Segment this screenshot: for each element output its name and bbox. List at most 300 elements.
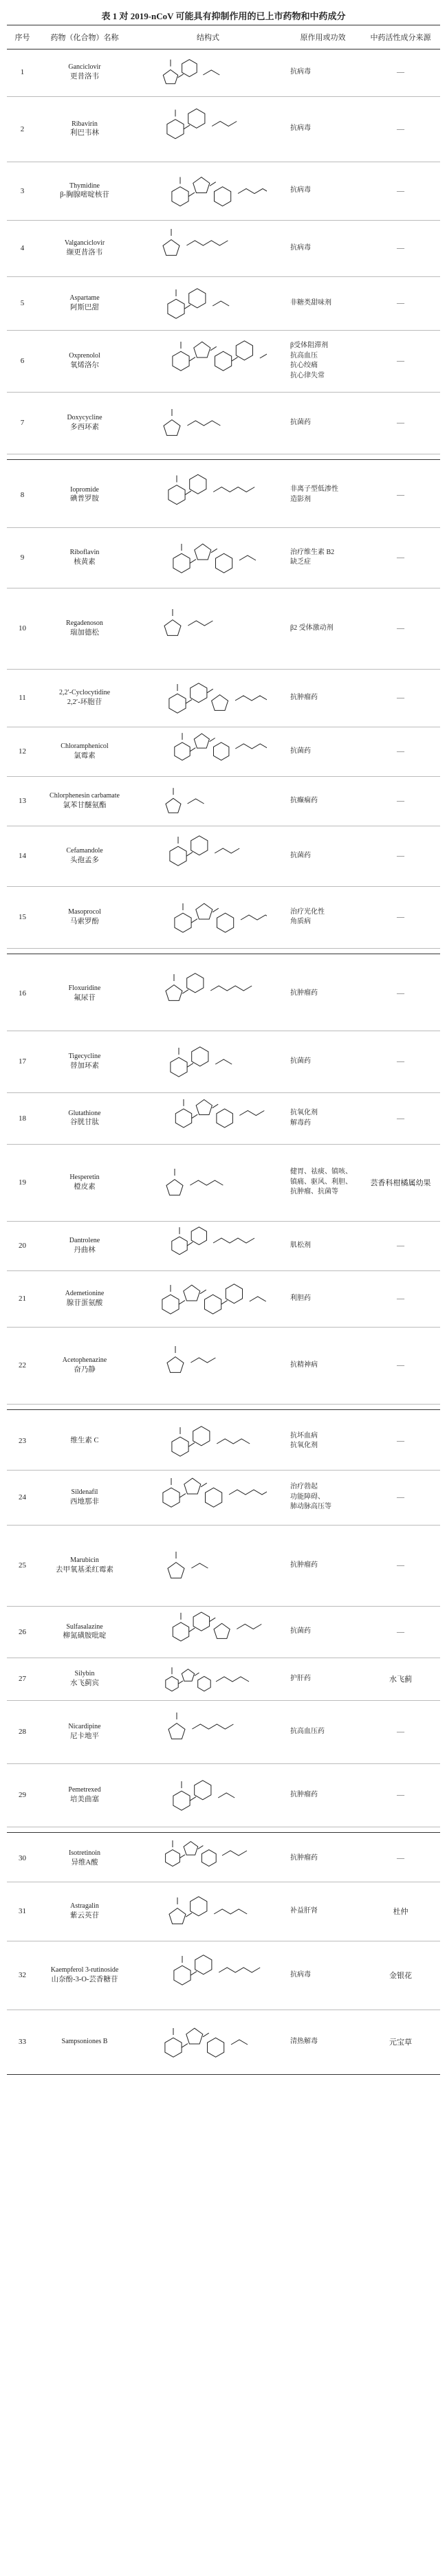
structure-cell [131, 220, 285, 276]
row-number: 20 [19, 1242, 26, 1250]
drug-name-cn: 去甲氧基柔红霉素 [56, 1565, 113, 1574]
table-row [7, 162, 440, 221]
table-header [7, 25, 440, 49]
drug-name-cn: 氧烯洛尔 [70, 361, 99, 369]
original-effect [290, 1525, 356, 1606]
drug-name-cn: 氯苯甘醚氨酯 [63, 801, 107, 809]
row-number: 19 [19, 1178, 26, 1187]
original-effect [290, 1327, 356, 1404]
structure-bonds [168, 1713, 233, 1739]
drug-name [40, 392, 129, 454]
original-effect [290, 96, 356, 162]
structure-diagram [150, 335, 267, 387]
drug-name [40, 886, 129, 948]
row-number: 31 [19, 1907, 26, 1915]
structure-cell [131, 2010, 285, 2074]
table-row [7, 727, 440, 777]
structure-bonds [166, 973, 252, 1001]
drug-name [40, 462, 129, 527]
table-row [7, 1412, 440, 1471]
original-effect [290, 276, 356, 330]
drug-name-en: Marubicin [70, 1556, 99, 1565]
tcm-source: — [397, 797, 404, 805]
row-number: 30 [19, 1854, 26, 1862]
structure-cell [131, 1763, 285, 1827]
structure-diagram [150, 891, 267, 943]
original-effect [290, 776, 356, 826]
effect-line: 抗高血压 [290, 351, 318, 360]
drug-name-en: 2,2′-Cyclocytidine [58, 689, 111, 697]
structure-diagram [150, 1768, 267, 1822]
structure-bonds [164, 609, 212, 635]
effect-line: 抗心律失常 [290, 371, 325, 379]
tcm-source: — [397, 419, 404, 427]
effect-line: 镇痛、驱风、利胆、 [290, 1178, 352, 1186]
drug-name-cn: 替加环素 [70, 1061, 99, 1070]
drug-name-en: Masoprocol [68, 908, 101, 916]
effect-line: 造影剂 [290, 495, 311, 503]
table-row [7, 527, 440, 588]
effect-line: β2 受体激动剂 [290, 624, 334, 632]
structure-diagram [150, 961, 267, 1026]
structure-diagram [150, 101, 267, 157]
structure-diagram [150, 1475, 267, 1520]
drug-name [40, 1658, 129, 1700]
header-effect: 原作用或功效 [300, 34, 346, 42]
drug-name-cn: 利巴韦林 [70, 129, 99, 137]
drug-name [40, 1327, 129, 1404]
row-number: 28 [19, 1728, 26, 1736]
structure-cell [131, 1031, 285, 1092]
original-effect [290, 1835, 356, 1882]
effect-line: 抗肿瘤、抗菌等 [290, 1188, 338, 1196]
effect-line: 抗肿瘤药 [290, 989, 318, 997]
drug-name [40, 1031, 129, 1092]
drug-name-en: Aspartame [69, 294, 100, 302]
drug-name-cn: 水飞蓟宾 [70, 1679, 99, 1687]
drug-name [40, 1941, 129, 2010]
drug-name [40, 956, 129, 1031]
structure-diagram [150, 674, 267, 722]
tcm-source: — [397, 299, 404, 307]
row-number: 25 [19, 1561, 26, 1570]
drug-name-cn: 尼卡地平 [70, 1732, 99, 1740]
tcm-source: — [397, 913, 404, 921]
drug-name-en: Regadenoson [66, 619, 103, 628]
structure-bonds [173, 544, 255, 573]
original-effect [290, 886, 356, 948]
drug-name-en: Sampsoniones B [61, 2038, 108, 2046]
structure-bonds [175, 1099, 264, 1127]
table-row [7, 1941, 440, 2010]
tcm-source: 元宝草 [389, 2038, 412, 2047]
effect-line: 抗菌药 [290, 1627, 311, 1636]
table-row [7, 276, 440, 331]
structure-cell [131, 392, 285, 454]
tcm-source: — [397, 68, 404, 76]
original-effect [290, 1763, 356, 1827]
table-row [7, 1327, 440, 1405]
original-effect [290, 48, 356, 96]
drug-name-cn: 核黄素 [74, 558, 96, 566]
table-row [7, 330, 440, 393]
effect-line: 抗精神病 [290, 1361, 318, 1369]
drug-name-en: Kaempferol 3-rutinoside [50, 1966, 119, 1974]
drug-name-cn: 奋乃静 [74, 1365, 96, 1374]
effect-line: 抗肿瘤药 [290, 1790, 318, 1798]
original-effect [290, 527, 356, 588]
original-effect [290, 1470, 356, 1525]
drug-name [40, 2010, 129, 2074]
header-structure: 结构式 [197, 34, 219, 42]
original-effect [290, 1941, 356, 2010]
header-no: 序号 [14, 34, 30, 42]
drug-name-en: Ribavirin [72, 120, 98, 128]
drug-name [40, 727, 129, 776]
effect-line: 抗肿瘤药 [290, 1853, 318, 1862]
structure-bonds [164, 409, 220, 435]
drug-name-cn: 谷胱甘肽 [70, 1119, 99, 1127]
drug-name-en: Tigecycline [68, 1053, 101, 1061]
drug-name [40, 1882, 129, 1941]
row-number: 11 [19, 694, 26, 702]
structure-cell [131, 1700, 285, 1763]
header-name: 药物（化合物）名称 [50, 34, 119, 42]
structure-cell [131, 776, 285, 826]
structure-bonds [174, 903, 266, 932]
drug-name-en: Hesperetin [69, 1174, 100, 1182]
table-row [7, 1700, 440, 1764]
structure-cell [131, 1270, 285, 1327]
structure-bonds [173, 1781, 234, 1810]
structure-bonds [166, 788, 204, 813]
drug-name-cn: 更昔洛韦 [70, 72, 99, 80]
tcm-source: — [397, 989, 404, 998]
structure-bonds [168, 474, 254, 504]
drug-name [40, 826, 129, 886]
structure-cell [131, 886, 285, 948]
structure-cell [131, 462, 285, 527]
table-row [7, 1270, 440, 1328]
original-effect [290, 1658, 356, 1700]
drug-name-en: Ganciclovir [68, 63, 101, 71]
structure-bonds [162, 1284, 265, 1314]
structure-bonds [173, 1955, 259, 1985]
tcm-source: — [397, 1242, 404, 1250]
table-row [7, 1221, 440, 1271]
drug-name-cn: 氯霉素 [74, 751, 96, 760]
table-row [7, 826, 440, 887]
effect-line: 治疗光化性 [290, 907, 325, 916]
row-number: 16 [19, 989, 26, 998]
structure-diagram [150, 1417, 267, 1465]
row-number: 10 [19, 624, 26, 632]
table-title: 表 1 对 2019-nCoV 可能具有抑制作用的已上市药物和中药成分 [101, 11, 346, 21]
table-row [7, 48, 440, 97]
effect-line: 护肝药 [290, 1674, 311, 1682]
drug-name [40, 669, 129, 727]
drug-name-cn: 阿斯巴甜 [70, 303, 99, 311]
drug-name-en: Ademetionine [65, 1290, 105, 1298]
structure-cell [131, 330, 285, 392]
structure-cell [131, 1882, 285, 1941]
tcm-source: — [397, 124, 404, 133]
structure-bonds [163, 229, 228, 255]
drug-name-en: Isotretinoin [68, 1849, 101, 1858]
drug-name-en: Oxprenolol [69, 352, 100, 360]
drug-name-cn: 山奈酚-3-O-芸香糖苷 [51, 1975, 118, 1983]
original-effect [290, 462, 356, 527]
tcm-source: — [397, 1728, 404, 1736]
row-number: 24 [19, 1493, 26, 1501]
drug-name [40, 1700, 129, 1763]
drug-name [40, 776, 129, 826]
drug-name-en: Iopromide [70, 485, 99, 494]
drug-name-cn: 异维A酸 [71, 1858, 98, 1867]
structure-cell [131, 1606, 285, 1658]
effect-line: 抗坏血病 [290, 1431, 318, 1440]
structure-diagram [150, 1705, 267, 1759]
drug-name-en: Glutathione [68, 1109, 101, 1117]
drug-name-en: Cefamandole [66, 847, 103, 855]
structure-cell [131, 1941, 285, 2010]
drug-name [40, 1221, 129, 1270]
structure-cell [131, 1092, 285, 1144]
drug-name [40, 527, 129, 588]
original-effect [290, 1092, 356, 1144]
structure-diagram [150, 1946, 267, 2005]
drug-name-en: Sulfasalazine [66, 1622, 103, 1631]
effect-line: 缺乏症 [290, 558, 311, 566]
row-number: 5 [20, 299, 25, 307]
structure-cell [131, 276, 285, 330]
table-row [7, 1525, 440, 1607]
structure-diagram [150, 166, 267, 215]
structure-diagram [150, 1886, 267, 1936]
drug-name-cn: 橙皮素 [74, 1182, 96, 1191]
drug-name-cn: 多西环素 [70, 423, 99, 431]
row-number: 7 [20, 419, 25, 427]
tcm-source: 芸香科柑橘属幼果 [370, 1179, 431, 1187]
effect-line: 抗病毒 [290, 243, 311, 252]
tcm-source: 金银花 [389, 1972, 412, 1980]
original-effect [290, 1882, 356, 1941]
row-number: 13 [19, 797, 26, 805]
drug-name-cn: 丹曲林 [74, 1246, 96, 1254]
tcm-source: — [397, 1437, 404, 1445]
table-row [7, 96, 440, 162]
drug-name-cn: 西地那非 [70, 1497, 99, 1506]
drug-name-cn: 瑞加德松 [70, 628, 99, 637]
row-number: 33 [19, 2038, 26, 2046]
structure-bonds [168, 1552, 208, 1578]
structure-cell [131, 1221, 285, 1270]
original-effect [290, 330, 356, 392]
effect-line: 抗肿瘤药 [290, 1561, 318, 1569]
drug-name [40, 1606, 129, 1658]
original-effect [290, 727, 356, 776]
tcm-source: — [397, 1361, 404, 1369]
effect-line: 抗心绞痛 [290, 362, 318, 369]
effect-line: 抗病毒 [290, 124, 311, 133]
original-effect [290, 956, 356, 1031]
tcm-source: — [397, 490, 404, 499]
tcm-source: — [397, 244, 404, 252]
section-separator [7, 1832, 440, 1833]
row-number: 17 [19, 1057, 26, 1066]
table-row [7, 1092, 440, 1145]
structure-bonds [167, 289, 228, 318]
structure-cell [131, 527, 285, 588]
table-row [7, 392, 440, 454]
drug-name-cn: 2,2′-环胞苷 [67, 698, 102, 706]
drug-name [40, 1412, 129, 1470]
effect-line: 非离子型低渗性 [290, 485, 338, 493]
original-effect [290, 1700, 356, 1763]
drug-name [40, 1092, 129, 1144]
structure-cell [131, 727, 285, 776]
effect-line: 抗菌药 [290, 747, 311, 755]
tcm-source: — [397, 624, 404, 632]
effect-line: 治疗勃起 [290, 1483, 318, 1491]
drug-name [40, 96, 129, 162]
structure-diagram [150, 1332, 267, 1399]
structure-cell [131, 1412, 285, 1470]
effect-line: 肺动脉高压等 [290, 1503, 331, 1511]
drug-name-cn: 腺苷蛋氨酸 [66, 1299, 103, 1307]
drug-name-en: Dantrolene [69, 1237, 100, 1245]
table-row [7, 956, 440, 1031]
structure-diagram [150, 1611, 267, 1653]
drug-name [40, 1144, 129, 1221]
table-row [7, 2010, 440, 2075]
structure-diagram [150, 1840, 267, 1877]
table-row [7, 1763, 440, 1827]
effect-line: 解毒药 [290, 1119, 311, 1127]
effect-line: 抗氧化剂 [290, 1109, 318, 1116]
structure-bonds [168, 683, 266, 713]
drug-name-en: Silybin [74, 1670, 95, 1678]
original-effect [290, 2010, 356, 2074]
drug-name-en: Sildenafil [71, 1488, 98, 1497]
structure-diagram [150, 1035, 267, 1088]
structure-diagram [150, 1149, 267, 1216]
structure-diagram [150, 593, 267, 664]
effect-line: 非糖类甜味剂 [290, 298, 331, 307]
drug-name-en: Chloramphenicol [61, 742, 109, 751]
drug-name-en: Acetophenazine [62, 1356, 107, 1365]
tcm-source: — [397, 1057, 404, 1066]
row-number: 32 [19, 1971, 26, 1979]
table-row [7, 1835, 440, 1882]
structure-cell [131, 956, 285, 1031]
row-number: 2 [20, 124, 25, 133]
row-number: 12 [19, 747, 26, 756]
drug-name-cn: 缬更昔洛韦 [66, 248, 103, 256]
effect-line: 抗氧化剂 [290, 1442, 318, 1449]
drug-name-cn: 头孢孟多 [70, 856, 99, 864]
table-row [7, 1658, 440, 1701]
drug-name [40, 588, 129, 669]
section-separator [7, 459, 440, 460]
drug-name [40, 330, 129, 392]
table-row [7, 1470, 440, 1526]
effect-line: 抗癫痫药 [290, 796, 318, 804]
tcm-source: — [397, 1114, 404, 1123]
effect-line: 抗病毒 [290, 67, 311, 76]
row-number: 3 [20, 186, 25, 195]
tcm-source: — [397, 357, 404, 365]
drug-name-cn: 马索罗酚 [70, 917, 99, 925]
tcm-source: 杜仲 [393, 1908, 408, 1916]
header-tcm-source: 中药活性成分来源 [370, 34, 431, 42]
structure-diagram [150, 1097, 267, 1139]
row-number: 15 [19, 913, 26, 921]
original-effect [290, 1221, 356, 1270]
structure-bonds [171, 1427, 249, 1456]
structure-cell [131, 1470, 285, 1525]
tcm-source: — [397, 553, 404, 562]
structure-diagram [150, 1275, 267, 1322]
structure-bonds [169, 1897, 247, 1924]
original-effect [290, 220, 356, 276]
structure-diagram [150, 731, 267, 771]
effect-line: 抗病毒 [290, 1970, 311, 1979]
original-effect [290, 1412, 356, 1470]
table-row [7, 220, 440, 277]
effect-line: 肌松剂 [290, 1241, 311, 1249]
effect-line: β受体阻滞剂 [290, 342, 329, 349]
structure-diagram [150, 2014, 267, 2069]
drug-name-en: Chlorphenesin carbamate [50, 792, 120, 800]
table-row [7, 669, 440, 727]
row-number: 29 [19, 1791, 26, 1799]
structure-bonds [166, 109, 236, 138]
effect-line: 清热解毒 [290, 2037, 318, 2045]
drug-name [40, 220, 129, 276]
structure-bonds [163, 60, 219, 84]
drug-name-en: Astragalin [70, 1902, 99, 1911]
effect-line: 功能障碍、 [290, 1493, 325, 1501]
row-number: 26 [19, 1627, 26, 1636]
tcm-source: — [397, 1561, 404, 1570]
structure-cell [131, 162, 285, 220]
effect-line: 利胆药 [290, 1294, 311, 1302]
drug-name-cn: 维生素 C [70, 1436, 99, 1444]
drug-name [40, 1763, 129, 1827]
effect-line: 抗病毒 [290, 186, 311, 195]
structure-diagram [150, 281, 267, 325]
structure-bonds [169, 836, 239, 866]
drug-name-en: Riboflavin [69, 549, 100, 557]
structure-bonds [171, 1227, 254, 1255]
drug-name [40, 276, 129, 330]
drug-name-en: Pemetrexed [68, 1786, 101, 1794]
structure-cell [131, 48, 285, 96]
row-number: 18 [19, 1114, 26, 1123]
structure-bonds [173, 1612, 261, 1641]
drug-name-en: Floxuridine [68, 984, 101, 993]
drug-name [40, 162, 129, 220]
original-effect [290, 392, 356, 454]
row-number: 8 [20, 490, 25, 499]
tcm-source: — [397, 1791, 404, 1799]
tcm-source: — [397, 1854, 404, 1862]
original-effect [290, 1606, 356, 1658]
structure-cell [131, 588, 285, 669]
table-row [7, 1882, 440, 1941]
structure-bonds [172, 341, 266, 371]
